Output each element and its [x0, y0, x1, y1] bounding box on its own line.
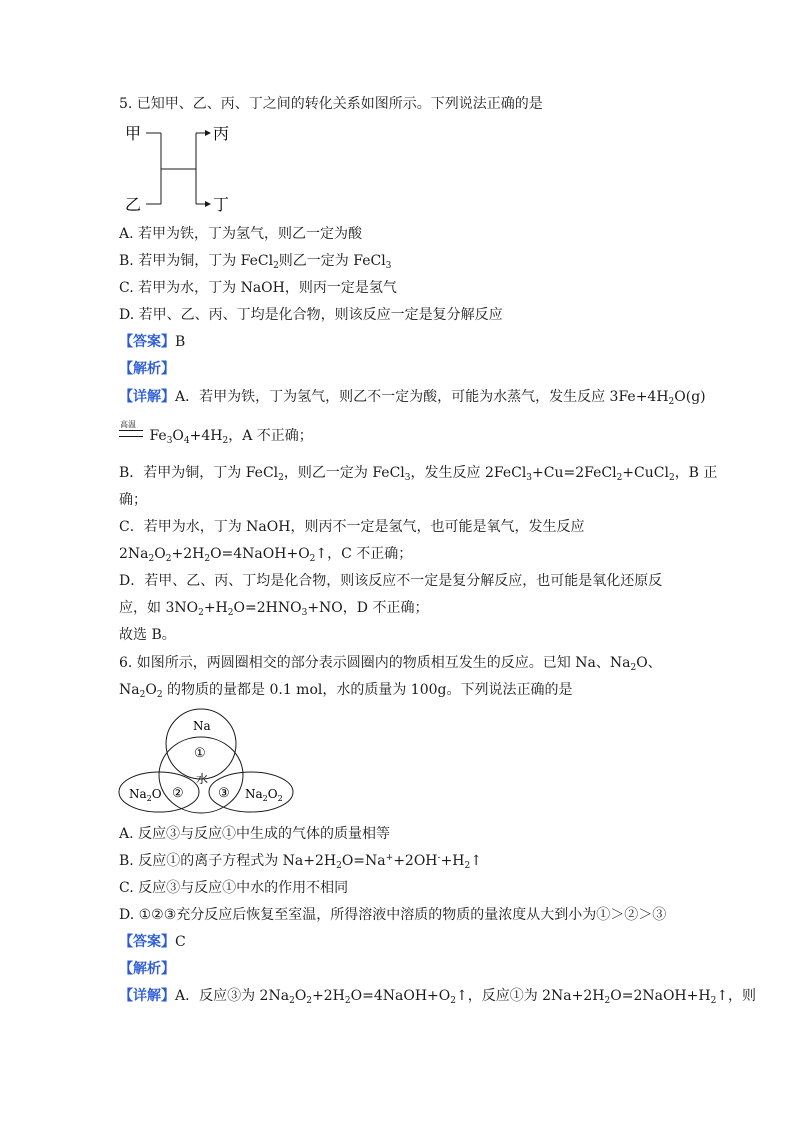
- q6-option-d: D. ①②③充分反应后恢复至室温，所得溶液中溶质的物质的量浓度从大到小为①＞②＞③: [119, 907, 667, 923]
- q6-analysis-heading: 【解析】: [119, 961, 175, 977]
- q6-circles-diagram: [115, 705, 300, 815]
- q5-option-a: A. 若甲为铁，丁为氢气，则乙一定为酸: [119, 226, 363, 242]
- q5-detail-c-line2: $2Na_2O_2+2H_2O=4NaOH+O_2↑$，C 不正确；: [119, 546, 413, 564]
- q5-detail-d-line2: 应，如 $3NO_2+H_2O=2HNO_3+NO$，D 不正确；: [119, 600, 429, 618]
- q5-option-d: D. 若甲、乙、丙、丁均是化合物，则该反应一定是复分解反应: [119, 307, 503, 323]
- q6-detail-a-line1: 【详解】A．反应③为 $2Na_2O_2+2H_2O=4NaOH+O_2↑$，反应①为 $2Na+2H_2O=2NaOH+H_2↑$，则: [119, 988, 757, 1006]
- q5-detail-c-line1: C．若甲为水，丁为 NaOH，则丙不一定是氢气，也可能是氧气，发生反应: [119, 519, 585, 535]
- q6-stem-line2: $Na_2O_2$ 的物质的量都是 0.1 mol，水的质量为 100g。下列说法正确的是: [119, 682, 573, 700]
- q6-option-b: B. 反应①的离子方程式为 $Na+2H_2O=Na^++2OH^-+H_2↑$: [119, 853, 482, 871]
- q5-analysis-heading: 【解析】: [119, 361, 175, 377]
- q5-option-c: C. 若甲为水，丁为 NaOH，则丙一定是氢气: [119, 280, 397, 296]
- q6-label-r2: ②: [172, 786, 184, 801]
- q5-answer: 【答案】B: [119, 334, 186, 350]
- q6-label-r1: ①: [194, 746, 206, 761]
- q5-reaction-condition: 高温: [119, 426, 145, 446]
- q5-diagram-jia: 甲: [125, 124, 142, 143]
- q6-option-a: A. 反应③与反应①中生成的气体的质量相等: [119, 826, 391, 842]
- q6-label-na2o: $Na_2O$: [129, 787, 162, 803]
- q5-conversion-diagram: [119, 120, 249, 215]
- q5-diagram-ding: 丁: [213, 195, 230, 214]
- q6-label-r3: ③: [218, 786, 230, 801]
- q6-label-na: Na: [193, 719, 211, 733]
- q5-detail-b-line1: B．若甲为铜，丁为 FeCl$_2$，则乙一定为 FeCl$_3$，发生反应 2FeCl$_3$+Cu=2FeCl$_2$+CuCl$_2$，B 正: [119, 465, 718, 483]
- q5-detail-d-line1: D．若甲、乙、丙、丁均是化合物，则该反应不一定是复分解反应，也可能是氧化还原反: [119, 573, 663, 589]
- q5-diagram-yi: 乙: [125, 195, 142, 214]
- q5-detail-a-line2: 高温 $Fe_3O_4+4H_2$，A 不正确；: [120, 420, 313, 446]
- q5-diagram-bing: 丙: [213, 124, 230, 143]
- q6-label-water: 水: [196, 772, 209, 786]
- q5-stem: 5. 已知甲、乙、丙、丁之间的转化关系如图所示。下列说法正确的是: [119, 96, 543, 112]
- q5-conclusion: 故选 B。: [119, 627, 176, 643]
- q5-option-b: B. 若甲为铜，丁为 FeCl$_2$则乙一定为 FeCl$_3$: [119, 253, 392, 271]
- q5-detail-b-line2: 确；: [119, 492, 147, 508]
- q6-stem-line1: 6. 如图所示，两圆圈相交的部分表示圆圈内的物质相互发生的反应。已知 Na、$Na_2O$、: [119, 655, 662, 673]
- q6-answer: 【答案】C: [119, 934, 186, 950]
- q5-detail-a-line1: 【详解】A．若甲为铁，丁为氢气，则乙不一定为酸，可能为水蒸气，发生反应 $3Fe+4H_2O(g)$: [119, 389, 706, 407]
- q6-label-na2o2: $Na_2O_2$: [245, 787, 283, 803]
- q6-option-c: C. 反应③与反应①中水的作用不相同: [119, 880, 349, 896]
